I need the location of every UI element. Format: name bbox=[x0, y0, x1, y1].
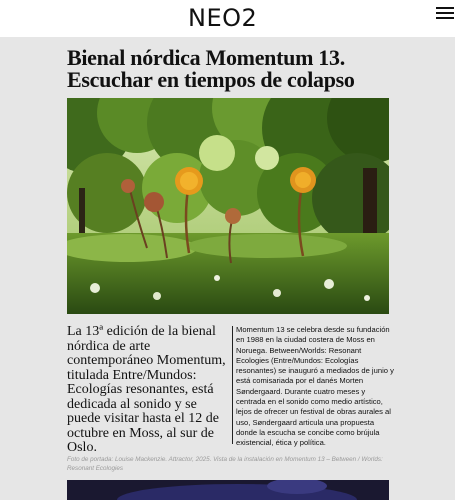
top-bar bbox=[0, 0, 455, 37]
article-lead: La 13ª edición de la bienal nórdica de arte contemporáneo Momentum, titulada Entre/Mundos: Ecologías resonantes, está dedicada al sonido y se puede visitar hasta el 12 de octubre en Moss, al sur de Oslo. bbox=[67, 324, 226, 455]
menu-line bbox=[436, 12, 454, 14]
article-title: Bienal nórdica Momentum 13. Escuchar en tiempos de colapso bbox=[67, 45, 355, 92]
menu-line bbox=[436, 7, 454, 9]
article-body: Momentum 13 se celebra desde su fundación en 1988 en la ciudad costera de Moss en Noruega. Between/Worlds: Resonant Ecologies (Entre/Mundos: Ecologías resonantes) se inauguró a mediados de junio y está comisariada por el danés Morten Søndergaard. Durante cuatro meses y centrada en el sonido como medio artístico, lejos de ofrecer un festival de obras aurales al uso, Søndergaard articula una propuesta donde la escucha se concibe como brújula existencial, ética y política. bbox=[236, 325, 394, 448]
installation-photo-dark bbox=[67, 480, 389, 500]
hamburger-menu-icon[interactable] bbox=[436, 7, 454, 20]
column-divider bbox=[232, 326, 233, 444]
menu-line bbox=[436, 17, 454, 19]
hero-image bbox=[67, 98, 389, 314]
site-logo[interactable]: NEO2 bbox=[188, 4, 258, 32]
next-article-image bbox=[67, 480, 389, 500]
photo-caption: Foto de portada: Louise Mackenzie. Attractor, 2025. Vista de la instalación en Momentum 13 – Between / Worlds: Resonant Ecologies bbox=[67, 456, 383, 472]
garden-installation-photo bbox=[67, 98, 389, 314]
